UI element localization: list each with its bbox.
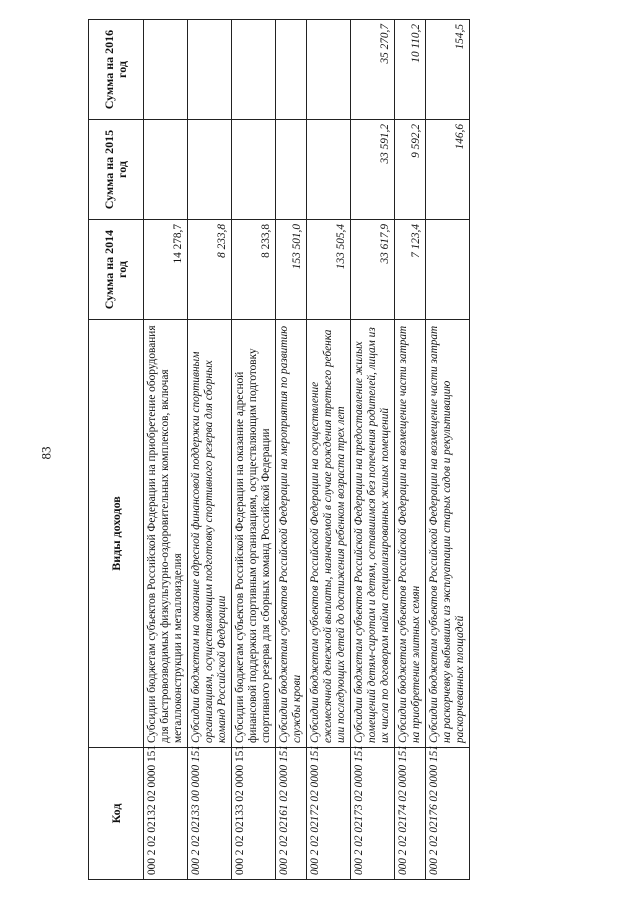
- header-amount-2014: Сумма на 2014 год: [89, 220, 144, 320]
- row-amount-2016: [307, 20, 351, 120]
- row-amount-2015: 33 591,2: [351, 120, 395, 220]
- page-number: [40, 443, 52, 463]
- table-row: [351, 20, 395, 880]
- row-code: 000 2 02 02173 02 0000 151: [351, 748, 395, 880]
- row-amount-2014: 153 501,0: [276, 220, 307, 320]
- table-row: [426, 20, 470, 880]
- row-amount-2016: 35 270,7: [351, 20, 395, 120]
- row-amount-2014: 14 278,7: [144, 220, 188, 320]
- row-revenue-type: Субсидии бюджетам субъектов Российской Федерации на осуществление ежемесячной денежной выплаты, назначаемой в случае рождения третьего ребенка или последующих детей до достижения ребенком возраста трех лет: [307, 320, 351, 748]
- row-code: 000 2 02 02132 02 0000 151: [144, 748, 188, 880]
- row-amount-2015: [276, 120, 307, 220]
- row-revenue-type: Субсидии бюджетам на оказание адресной финансовой поддержки спортивным организациям, осуществляющим подготовку спортивного резерва для сборных команд Российской Федерации: [188, 320, 232, 748]
- row-code: 000 2 02 02172 02 0000 151: [307, 748, 351, 880]
- table-header-row: [89, 20, 144, 880]
- row-code: 000 2 02 02133 02 0000 151: [232, 748, 276, 880]
- row-amount-2016: [188, 20, 232, 120]
- page-number-text: 83: [38, 446, 53, 460]
- table-row: [232, 20, 276, 880]
- table-row: [395, 20, 426, 880]
- row-amount-2014: 7 123,4: [395, 220, 426, 320]
- row-amount-2016: 10 110,2: [395, 20, 426, 120]
- row-amount-2015: [232, 120, 276, 220]
- row-amount-2014: 133 505,4: [307, 220, 351, 320]
- table-row: [276, 20, 307, 880]
- row-amount-2016: [276, 20, 307, 120]
- row-code: 000 2 02 02161 02 0000 151: [276, 748, 307, 880]
- row-code: 000 2 02 02133 00 0000 151: [188, 748, 232, 880]
- row-amount-2015: [144, 120, 188, 220]
- row-amount-2015: [188, 120, 232, 220]
- row-revenue-type: Субсидии бюджетам субъектов Российской Федерации на предоставление жилых помещений детям-сиротам и детям, оставшимся без попечения родителей, лицам из их числа по договорам найма специализированных жилых помещений: [351, 320, 395, 748]
- table-row: [307, 20, 351, 880]
- row-code: 000 2 02 02174 02 0000 151: [395, 748, 426, 880]
- header-amount-2016: Сумма на 2016 год: [89, 20, 144, 120]
- row-revenue-type: Субсидии бюджетам субъектов Российской Федерации на мероприятия по развитию службы крови: [276, 320, 307, 748]
- row-amount-2016: 154,5: [426, 20, 470, 120]
- row-amount-2016: [232, 20, 276, 120]
- header-amount-2015: Сумма на 2015 год: [89, 120, 144, 220]
- row-amount-2015: 146,6: [426, 120, 470, 220]
- header-code: Код: [89, 748, 144, 880]
- row-amount-2015: [307, 120, 351, 220]
- rotated-table-container: [88, 20, 528, 880]
- revenue-table: [88, 19, 470, 880]
- table-row: [188, 20, 232, 880]
- row-amount-2014: [426, 220, 470, 320]
- row-code: 000 2 02 02176 02 0000 151: [426, 748, 470, 880]
- row-amount-2014: 8 233,8: [232, 220, 276, 320]
- table-row: [144, 20, 188, 880]
- row-revenue-type: Субсидии бюджетам субъектов Российской Федерации на оказание адресной финансовой поддержки спортивным организациям, осуществляющим подготовку спортивного резерва для сборных команд Российской Федерации: [232, 320, 276, 748]
- row-amount-2014: 8 233,8: [188, 220, 232, 320]
- row-revenue-type: Субсидии бюджетам субъектов Российской Федерации на приобретение оборудования для быстровозводимых физкультурно-оздоровительных комплексов, включая металлоконструкции и металлоизделия: [144, 320, 188, 748]
- row-revenue-type: Субсидии бюджетам субъектов Российской Федерации на возмещение части затрат на приобретение элитных семян: [395, 320, 426, 748]
- row-amount-2016: [144, 20, 188, 120]
- row-amount-2015: 9 592,2: [395, 120, 426, 220]
- row-revenue-type: Субсидии бюджетам субъектов Российской Федерации на возмещение части затрат на раскорчевку выбывших из эксплуатации старых садов и рекультивацию раскорчеванных площадей: [426, 320, 470, 748]
- header-revenue-type: Виды доходов: [89, 320, 144, 748]
- row-amount-2014: 33 617,9: [351, 220, 395, 320]
